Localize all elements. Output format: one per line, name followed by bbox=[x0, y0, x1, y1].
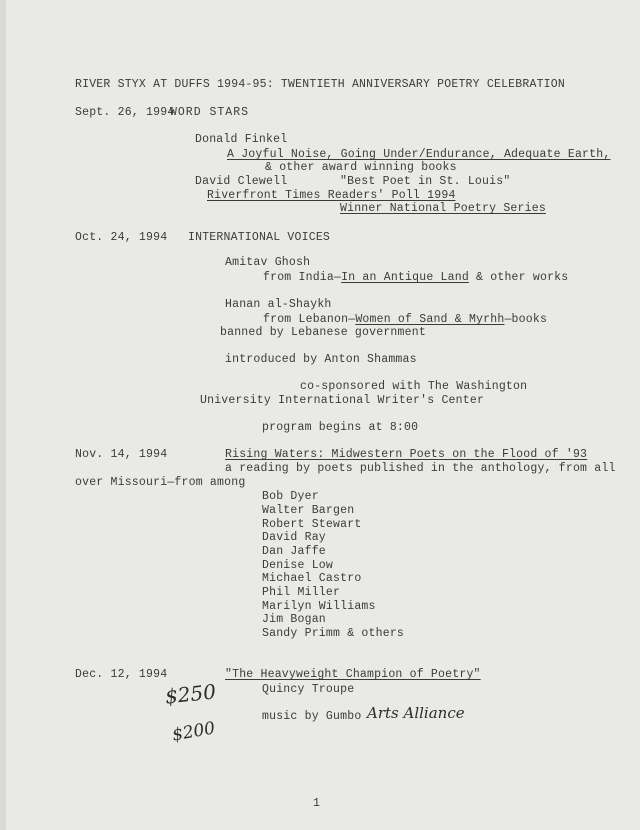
event-description: over Missouri—from among bbox=[75, 476, 246, 489]
poet-name: Hanan al-Shaykh bbox=[225, 298, 332, 311]
origin-text: from India— bbox=[263, 271, 342, 284]
event-title-international-voices: INTERNATIONAL VOICES bbox=[188, 231, 331, 244]
poet-origin bbox=[263, 313, 547, 326]
book-title: Women of Sand & Myrhh bbox=[355, 313, 505, 326]
cosponsor-line-2: University International Writer's Center bbox=[200, 394, 485, 407]
poet-accolade: "Best Poet in St. Louis" bbox=[340, 175, 511, 188]
poet-name: David Clewell bbox=[195, 175, 288, 188]
page-number: 1 bbox=[313, 797, 321, 810]
poet-accolade-source: Riverfront Times Readers' Poll 1994 bbox=[207, 189, 456, 202]
handwritten-fee-250: $250 bbox=[163, 679, 218, 709]
book-titles: A Joyful Noise, Going Under/Endurance, Adequate Earth, bbox=[227, 148, 611, 161]
document-header: RIVER STYX AT DUFFS 1994-95: TWENTIETH ANNIVERSARY POETRY CELEBRATION bbox=[75, 78, 565, 91]
origin-text: from Lebanon— bbox=[263, 313, 356, 326]
event-description: a reading by poets published in the anthology, from all bbox=[225, 462, 616, 475]
page-edge-shadow bbox=[0, 0, 6, 830]
program-time: program begins at 8:00 bbox=[262, 421, 419, 434]
event-date-sept: Sept. 26, 1994 bbox=[75, 106, 175, 119]
event-title-heavyweight: "The Heavyweight Champion of Poetry" bbox=[225, 668, 481, 681]
event-title-rising-waters: Rising Waters: Midwestern Poets on the Flood of '93 bbox=[225, 448, 588, 461]
origin-suffix: & other works bbox=[468, 271, 569, 284]
poet-list-item: Phil Miller bbox=[262, 586, 341, 599]
poet-list-item: Michael Castro bbox=[262, 572, 362, 585]
poet-list-item: Bob Dyer bbox=[262, 490, 319, 503]
poet-list-item: Walter Bargen bbox=[262, 504, 355, 517]
poet-name: Donald Finkel bbox=[195, 133, 288, 146]
poet-list-item: Jim Bogan bbox=[262, 613, 326, 626]
origin-suffix: —books bbox=[504, 313, 548, 326]
poet-name: Quincy Troupe bbox=[262, 683, 355, 696]
music-credit: music by Gumbo bbox=[262, 710, 362, 723]
cosponsor-line-1: co-sponsored with The Washington bbox=[300, 380, 528, 393]
poet-name: Amitav Ghosh bbox=[225, 256, 311, 269]
event-title-word-stars: WORD STARS bbox=[170, 106, 250, 119]
book-title: In an Antique Land bbox=[341, 271, 469, 284]
ban-note: banned by Lebanese government bbox=[220, 326, 426, 339]
handwritten-fee-200: $200 bbox=[170, 718, 217, 746]
poet-list-item: David Ray bbox=[262, 531, 326, 544]
poet-origin bbox=[263, 271, 568, 284]
poet-list-item: Denise Low bbox=[262, 559, 334, 572]
introducer: introduced by Anton Shammas bbox=[225, 353, 417, 366]
event-date-dec: Dec. 12, 1994 bbox=[75, 668, 168, 681]
poet-award: Winner National Poetry Series bbox=[340, 202, 546, 215]
poet-list-item: Dan Jaffe bbox=[262, 545, 326, 558]
poet-list-item: Marilyn Williams bbox=[262, 600, 376, 613]
event-date-nov: Nov. 14, 1994 bbox=[75, 448, 168, 461]
poet-list-item: Robert Stewart bbox=[262, 518, 362, 531]
book-note: & other award winning books bbox=[265, 161, 457, 174]
handwritten-arts-alliance: Arts Alliance bbox=[367, 704, 465, 722]
poet-list-item: Sandy Primm & others bbox=[262, 627, 405, 640]
event-date-oct: Oct. 24, 1994 bbox=[75, 231, 168, 244]
